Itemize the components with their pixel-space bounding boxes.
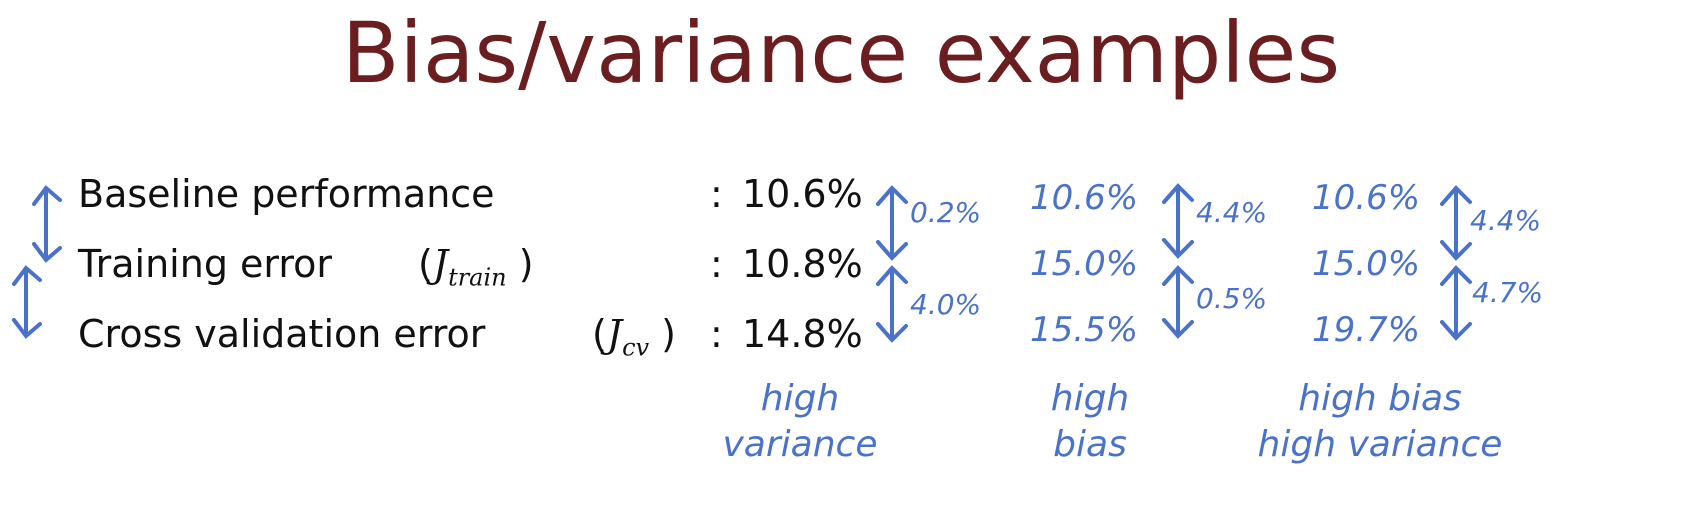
training-label: Training error <box>78 242 333 286</box>
cv-value: 14.8% <box>742 312 863 356</box>
ex3-train: 15.0% <box>1312 244 1421 284</box>
ex3-caption-line1: high bias <box>1298 378 1462 419</box>
ex1-gap-train: 0.2% <box>910 196 982 229</box>
ex3-baseline: 10.6% <box>1312 178 1421 218</box>
training-subscript: train <box>448 263 507 292</box>
cv-close-paren: ) <box>661 312 676 356</box>
ex2-gap-cv: 0.5% <box>1196 282 1268 315</box>
cv-colon: : <box>710 312 723 356</box>
ex3-arrow-bottom <box>1442 268 1470 338</box>
ex2-arrow-bottom <box>1164 268 1192 336</box>
ex2-train: 15.0% <box>1030 244 1139 284</box>
ex1-caption-line1: high <box>760 378 840 419</box>
ex2-caption-line1: high <box>1050 378 1130 419</box>
ex1-gap-cv: 4.0% <box>910 288 982 321</box>
cv-open-paren: ( <box>592 312 607 356</box>
ex2-arrow-top <box>1164 186 1192 256</box>
ex2-baseline: 10.6% <box>1030 178 1139 218</box>
left-arrow-baseline-train <box>34 188 60 260</box>
ex3-caption-line2: high variance <box>1257 424 1503 465</box>
ex2-cv: 15.5% <box>1030 310 1139 350</box>
baseline-colon: : <box>710 172 723 216</box>
ex3-arrow-top <box>1442 188 1470 258</box>
ex1-caption-line2: variance <box>722 424 878 465</box>
ex1-arrow-top <box>878 188 906 258</box>
baseline-value: 10.6% <box>742 172 863 216</box>
baseline-label: Baseline performance <box>78 172 495 216</box>
left-arrow-train-cv <box>14 268 40 336</box>
slide-title: Bias/variance examples <box>341 4 1341 102</box>
ex2-gap-train: 4.4% <box>1196 196 1268 229</box>
cv-subscript: cv <box>622 333 650 362</box>
training-colon: : <box>710 242 723 286</box>
training-j-symbol: J <box>432 242 449 286</box>
ex2-caption-line2: bias <box>1053 424 1127 465</box>
ex1-arrow-bottom <box>878 268 906 340</box>
training-close-paren: ) <box>518 242 534 286</box>
training-value: 10.8% <box>742 242 863 286</box>
ex3-gap-cv: 4.7% <box>1472 276 1544 309</box>
ex3-cv: 19.7% <box>1312 310 1421 350</box>
cv-label: Cross validation error <box>78 312 486 356</box>
ex3-gap-train: 4.4% <box>1470 204 1542 237</box>
training-open-paren: ( <box>418 242 433 286</box>
cv-j-symbol: J <box>606 312 623 356</box>
